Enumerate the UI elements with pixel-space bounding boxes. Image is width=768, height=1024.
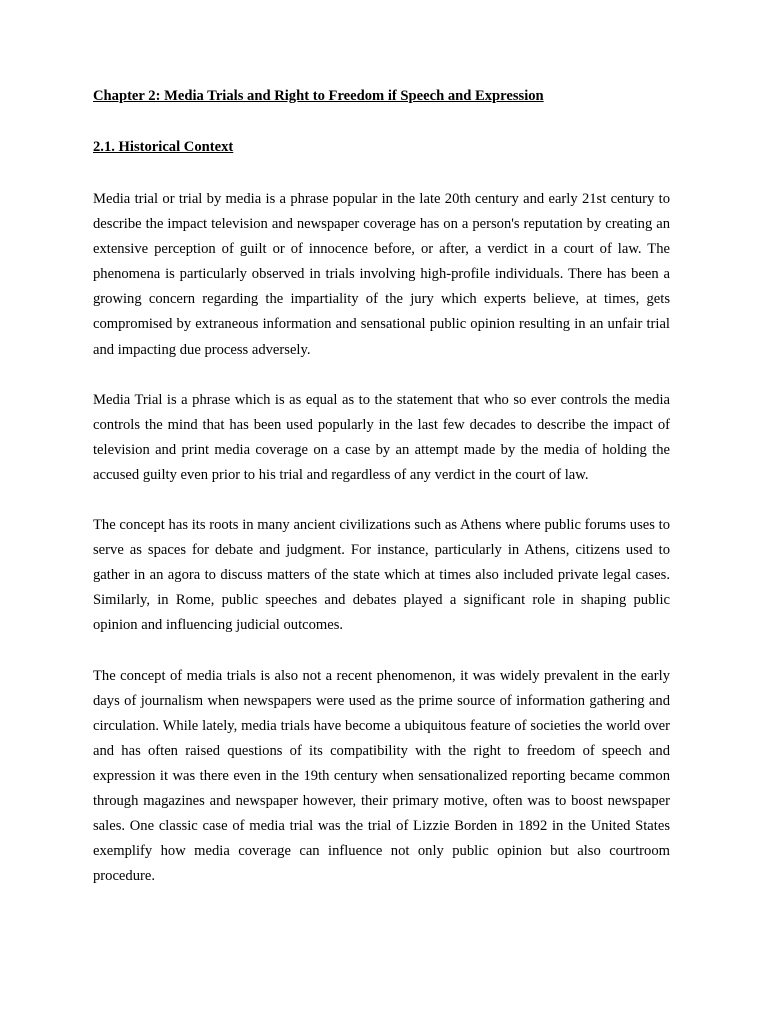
- document-body: [93, 86, 670, 914]
- paragraph-journalism-history: The concept of media trials is also not a recent phenomenon, it was widely prevalent in the early days of journalism when newspapers were used as the prime source of information gathering and circulation. While lately, media trials have become a ubiquitous feature of societies the world over and has often raised questions of its compatibility with the right to freedom of speech and expression it was there even in the 19th century when sensationalized reporting became common through magazines and newspaper however, their primary motive, often was to boost newspaper sales. One classic case of media trial was the trial of Lizzie Borden in 1892 in the United States exemplify how media coverage can influence not only public opinion but also courtroom procedure.: [93, 667, 670, 885]
- chapter-title: Chapter 2: Media Trials and Right to Freedom if Speech and Expression: [93, 88, 544, 104]
- paragraph-media-trial-phrase: Media Trial is a phrase which is as equal as to the statement that who so ever controls the media controls the mind that has been used popularly in the last few decades to describe the impact of television and print media coverage on a case by an attempt made by the media of holding the accused guilty even prior to his trial and regardless of any verdict in the court of law.: [93, 391, 670, 483]
- paragraph-ancient-roots: The concept has its roots in many ancient civilizations such as Athens where public forums uses to serve as spaces for debate and judgment. For instance, particularly in Athens, citizens used to gather in an agora to discuss matters of the state which at times also included private legal cases. Similarly, in Rome, public speeches and debates played a significant role in shaping public opinion and influencing judicial outcomes.: [93, 517, 670, 634]
- paragraph-media-trial-definition: Media trial or trial by media is a phrase popular in the late 20th century and early 21st century to describe the impact television and newspaper coverage has on a person's reputation by creating an extensive perception of guilt or of innocence before, or after, a verdict in a court of law. The phenomena is particularly observed in trials involving high-profile individuals. There has been a growing concern regarding the impartiality of the jury which experts believe, at times, gets compromised by extraneous information and sensational public opinion resulting in an unfair trial and impacting due process adversely.: [93, 191, 670, 358]
- section-title: 2.1. Historical Context: [93, 139, 234, 155]
